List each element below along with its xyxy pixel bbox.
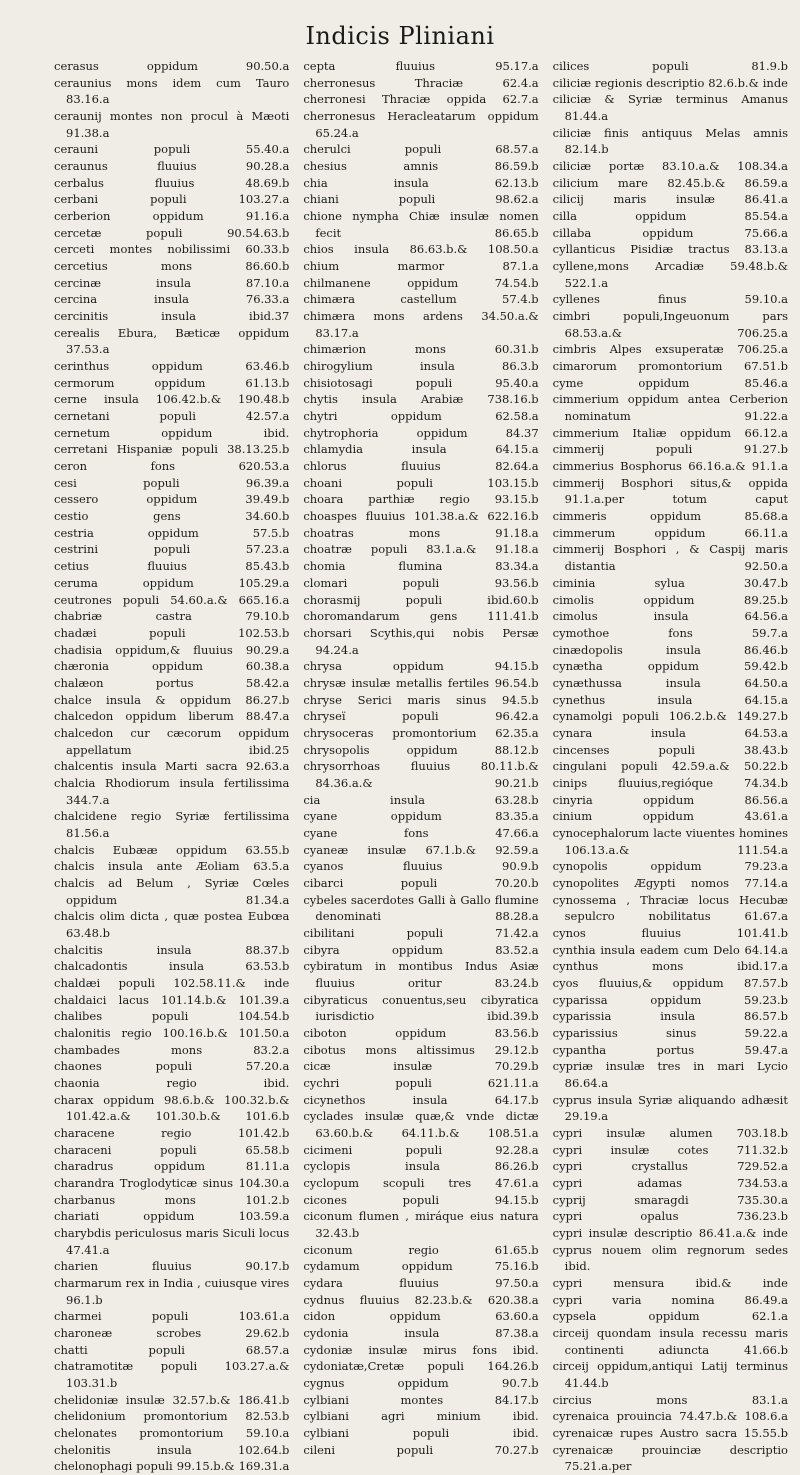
index-entry: cynopolites Ægypti nomos 77.14.a [552, 875, 788, 890]
index-entry: cimmerium oppidum antea Cerberion nominatum 91.22.a [552, 392, 788, 424]
index-entry: cimbri populi,Ingeuonum pars 68.53.a.& 706.25.a [552, 309, 788, 340]
index-entry: cesi populi 96.39.a [54, 475, 290, 490]
index-entry: chalce insula & oppidum 86.27.b [54, 692, 290, 707]
index-entry: cypri insulæ descriptio 86.41.a.& inde [552, 1226, 788, 1241]
index-entry: cerasus oppidum 90.50.a [54, 59, 290, 73]
index-entry: chelonitis insula 102.64.b [54, 1442, 290, 1457]
index-entry: chaldaici lacus 101.14.b.& 101.39.a [54, 992, 290, 1007]
index-entry: charybdis periculosus maris Siculi locus 47.41.a [54, 1226, 290, 1257]
index-entry: chia insula 62.13.b [303, 175, 539, 190]
index-entry: circius mons 83.1.a [552, 1392, 788, 1407]
index-entry: cylbiani populi ibid. [303, 1426, 539, 1441]
index-entry: chalcedon oppidum liberum 88.47.a [54, 709, 290, 724]
index-entry: chryse Serici maris sinus 94.5.b [303, 692, 539, 707]
index-entry: cydoniatæ,Cretæ populi 164.26.b [303, 1359, 539, 1374]
index-entry: cimmeris oppidum 85.68.a [552, 509, 788, 524]
index-entry: ciliciæ portæ 83.10.a.& 108.34.a [552, 159, 788, 174]
index-entry: cydara fluuius 97.50.a [303, 1276, 539, 1291]
index-entry: ciconum regio 61.65.b [303, 1242, 539, 1257]
index-entry: cinædopolis insula 86.46.b [552, 642, 788, 657]
index-entry: cydnus fluuius 82.23.b.& 620.38.a [303, 1292, 539, 1307]
index-entry: ceutrones populi 54.60.a.& 665.16.a [54, 592, 290, 607]
index-entry: cimmerij Bosphori situs,& oppida 91.1.a.per totum caput [552, 475, 788, 507]
index-entry: chaonia regio ibid. [54, 1075, 290, 1090]
index-entry: cicimeni populi 92.28.a [303, 1142, 539, 1157]
index-entry: chatti populi 68.57.a [54, 1342, 290, 1357]
index-entry: cidon oppidum 63.60.a [303, 1309, 539, 1324]
index-entry: chrysa oppidum 94.15.b [303, 659, 539, 674]
index-entry: cercina insula 76.33.a [54, 292, 290, 307]
index-entry: chalcis Eubææ oppidum 63.55.b [54, 842, 290, 857]
index-entry: cerne insula 106.42.b.& 190.48.b [54, 392, 290, 407]
index-entry: cerauni populi 55.40.a [54, 142, 290, 157]
index-entry: chalcadontis insula 63.53.b [54, 959, 290, 974]
index-entry: cypri opalus 736.23.b [552, 1209, 788, 1224]
index-entry: cybiratum in montibus Indus Asiæ fluuius oritur 83.24.b [303, 959, 539, 990]
index-entry: cydamum oppidum 75.16.b [303, 1259, 539, 1274]
index-entry: cerretani Hispaniæ populi 38.13.25.b [54, 442, 290, 457]
index-entry: chium marmor 87.1.a [303, 259, 539, 274]
index-entry: cilicij maris insulæ 86.41.a [552, 192, 788, 207]
index-entry: chimæra castellum 57.4.b [303, 292, 539, 307]
index-entry: cimmerum oppidum 66.11.a [552, 525, 788, 540]
index-entry: cercetius mons 86.60.b [54, 259, 290, 274]
index-entry: chalonitis regio 100.16.b.& 101.50.a [54, 1025, 290, 1040]
index-entry: cyme oppidum 85.46.a [552, 375, 788, 390]
index-entry: cileni populi 70.27.b [303, 1442, 539, 1457]
index-entry: cyprus insula Syriæ aliquando adhæsit 29.19.a [552, 1092, 788, 1124]
index-entry: cerinthus oppidum 63.46.b [54, 359, 290, 374]
index-entry: chelonophagi populi 99.15.b.& 169.31.a [54, 1459, 290, 1474]
index-entry: chimærion mons 60.31.b [303, 342, 539, 357]
index-entry: cyparissa oppidum 59.23.b [552, 992, 788, 1007]
index-entry: chalcis ad Belum , Syriæ Cœles oppidum 81.34.a [54, 875, 290, 907]
index-entry: cerbalus fluuius 48.69.b [54, 175, 290, 190]
index-entry: cingulani populi 42.59.a.& 50.22.b [552, 759, 788, 774]
index-entry: cimolus insula 64.56.a [552, 609, 788, 624]
index-entry: chatramotitæ populi 103.27.a.& 103.31.b [54, 1359, 290, 1391]
index-entry: cypri insulæ alumen 703.18.b [552, 1126, 788, 1140]
index-entry: cynæthussa insula 64.50.a [552, 675, 788, 690]
index-entry: cessero oppidum 39.49.b [54, 492, 290, 507]
index-entry: cherulci populi 68.57.a [303, 142, 539, 157]
index-entry: choara parthiæ regio 93.15.b [303, 492, 539, 507]
index-entry: chimæra mons ardens 34.50.a.& 83.17.a [303, 309, 539, 340]
index-entry: ciconum flumen , miráque eius natura 32.43.b [303, 1209, 539, 1241]
index-entry: cypri adamas 734.53.a [552, 1176, 788, 1191]
index-entry: cerbani populi 103.27.a [54, 192, 290, 207]
index-entry: cynætha oppidum 59.42.b [552, 659, 788, 674]
index-entry: cerceti montes nobilissimi 60.33.b [54, 242, 290, 257]
index-entry: chelidoniæ insulæ 32.57.b.& 186.41.b [54, 1392, 290, 1407]
index-entry: cyane fons 47.66.a [303, 825, 539, 840]
index-entry: chadæi populi 102.53.b [54, 625, 290, 640]
index-entry: cibilitani populi 71.42.a [303, 925, 539, 940]
index-entry: cepta fluuius 95.17.a [303, 59, 539, 73]
index-entry: chalibes populi 104.54.b [54, 1009, 290, 1024]
index-entry: cincenses populi 38.43.b [552, 742, 788, 757]
index-entry: cercinæ insula 87.10.a [54, 275, 290, 290]
index-entry: circeij quondam insula recessu maris continenti adiuncta 41.66.b [552, 1326, 788, 1357]
index-entry: chaldæi populi 102.58.11.& inde [54, 975, 290, 990]
index-entry: cillaba oppidum 75.66.a [552, 225, 788, 240]
index-entry: cyanos fluuius 90.9.b [303, 859, 539, 874]
index-entry: cernetum oppidum ibid. [54, 425, 290, 440]
index-entry: cinyria oppidum 86.56.a [552, 792, 788, 807]
index-entry: cerealis Ebura, Bæticæ oppidum 37.53.a [54, 325, 290, 357]
index-entry: cypriæ insulæ tres in mari Lycio 86.64.a [552, 1059, 788, 1090]
index-entry: cibyra oppidum 83.52.a [303, 942, 539, 957]
index-entry: charmei populi 103.61.a [54, 1309, 290, 1324]
index-entry: ciboton oppidum 83.56.b [303, 1025, 539, 1040]
index-entry: cynethus insula 64.15.a [552, 692, 788, 707]
index-entry: cibotus mons altissimus 29.12.b [303, 1042, 539, 1057]
index-entry: chytis insula Arabiæ 738.16.b [303, 392, 539, 407]
index-entry: chalcidene regio Syriæ fertilissima 81.56.a [54, 809, 290, 840]
index-entry: chrysæ insulæ metallis fertiles 96.54.b [303, 675, 539, 690]
index-entry: charandra Troglodyticæ sinus 104.30.a [54, 1176, 290, 1191]
index-entry: cydonia insula 87.38.a [303, 1326, 539, 1341]
index-entry: cylbiani montes 84.17.b [303, 1392, 539, 1407]
index-entry: chalcedon cur cæcorum oppidum appellatum ibid.25 [54, 725, 290, 757]
index-entry: charien fluuius 90.17.b [54, 1259, 290, 1274]
index-entry: cypri mensura ibid.& inde [552, 1276, 788, 1291]
index-entry: cestria oppidum 57.5.b [54, 525, 290, 540]
index-entry: characeni populi 65.58.b [54, 1142, 290, 1157]
index-entry: cyaneæ insulæ 67.1.b.& 92.59.a [303, 842, 539, 857]
index-entry: cyprij smaragdi 735.30.a [552, 1192, 788, 1207]
index-entry: ceruma oppidum 105.29.a [54, 575, 290, 590]
index-entry: charmarum rex in India , cuiusque vires 96.1.b [54, 1276, 290, 1307]
index-entry: choromandarum gens 111.41.b [303, 609, 539, 624]
index-entry: cia insula 63.28.b [303, 792, 539, 807]
index-entry: cerberion oppidum 91.16.a [54, 209, 290, 224]
index-entry: chelidonium promontorium 82.53.b [54, 1409, 290, 1424]
index-entry: circeij oppidum,antiqui Latij terminus 41.44.b [552, 1359, 788, 1391]
index-entry: choaspes fluuius 101.38.a.& 622.16.b [303, 509, 539, 524]
index-entry: cyllenes finus 59.10.a [552, 292, 788, 307]
index-entry: chariati oppidum 103.59.a [54, 1209, 290, 1224]
index-column-middle [303, 58, 539, 1457]
index-entry: cynopolis oppidum 79.23.a [552, 859, 788, 874]
index-entry: cyparissius sinus 59.22.a [552, 1025, 788, 1040]
index-entry: charax oppidum 98.6.b.& 100.32.b.& 101.42.a.& 101.30.b.& 101.6.b [54, 1092, 290, 1124]
index-entry: chambades mons 83.2.a [54, 1042, 290, 1057]
index-entry: chomia flumina 83.34.a [303, 559, 539, 574]
index-entry: charadrus oppidum 81.11.a [54, 1159, 290, 1174]
index-entry: cimarorum promontorium 67.51.b [552, 359, 788, 374]
index-entry: cypantha portus 59.47.a [552, 1042, 788, 1057]
index-entry: ciliciæ finis antiquus Melas amnis 82.14.b [552, 125, 788, 157]
index-entry: chalæon portus 58.42.a [54, 675, 290, 690]
index-entry: ciliciæ & Syriæ terminus Amanus 81.44.a [552, 92, 788, 124]
index-entry: chalcis olim dicta , quæ postea Eubœa 63.48.b [54, 909, 290, 940]
index-entry: cymothoe fons 59.7.a [552, 625, 788, 640]
index-entry: chabriæ castra 79.10.b [54, 609, 290, 624]
index-entry: chytrophoria oppidum 84.37 [303, 425, 539, 440]
index-entry: cercinitis insula ibid.37 [54, 309, 290, 324]
index-entry: chiani populi 98.62.a [303, 192, 539, 207]
index-entry: cestio gens 34.60.b [54, 509, 290, 524]
index-column-right [552, 58, 788, 1474]
index-entry: cherronesus Heracleatarum oppidum 65.24.a [303, 109, 539, 140]
index-entry: chalcia Rhodiorum insula fertilissima 344.7.a [54, 775, 290, 807]
index-entry: cynocephalorum lacte viuentes homines 106.13.a.& 111.54.a [552, 825, 788, 857]
index-entry: cimbris Alpes exsuperatæ 706.25.a [552, 342, 788, 357]
index-entry: cilices populi 81.9.b [552, 59, 788, 73]
index-entry: chione nympha Chiæ insulæ nomen fecit 86.65.b [303, 209, 539, 240]
index-entry: cetius fluuius 85.43.b [54, 559, 290, 574]
index-entry: cyrenaicæ prouinciæ descriptio 75.21.a.per [552, 1442, 788, 1474]
index-entry: chalcentis insula Marti sacra 92.63.a [54, 759, 290, 774]
index-entry: cercetæ populi 90.54.63.b [54, 225, 290, 240]
index-entry: cinium oppidum 43.61.a [552, 809, 788, 824]
index-entry: cyllanticus Pisidiæ tractus 83.13.a [552, 242, 788, 257]
index-entry: chadisia oppidum,& fluuius 90.29.a [54, 642, 290, 657]
index-entry: cibarci populi 70.20.b [303, 875, 539, 890]
index-entry: cilla oppidum 85.54.a [552, 209, 788, 224]
index-entry: cybeles sacerdotes Galli à Gallo flumine denominati 88.28.a [303, 892, 539, 924]
index-entry: chlamydia insula 64.15.a [303, 442, 539, 457]
index-entry: ciminia sylua 30.47.b [552, 575, 788, 590]
index-entry: cyos fluuius,& oppidum 87.57.b [552, 975, 788, 990]
index-entry: cestrini populi 57.23.a [54, 542, 290, 557]
index-entry: cyane oppidum 83.35.a [303, 809, 539, 824]
index-entry: ciliciæ regionis descriptio 82.6.b.& inde [552, 75, 788, 90]
index-entry: charbanus mons 101.2.b [54, 1192, 290, 1207]
index-entry: cherronesus Thraciæ 62.4.a [303, 75, 539, 90]
index-columns [54, 58, 788, 1474]
index-entry: cynthus mons ibid.17.a [552, 959, 788, 974]
index-entry: cychri populi 621.11.a [303, 1075, 539, 1090]
index-entry: cydoniæ insulæ mirus fons ibid. [303, 1342, 539, 1357]
index-entry: chios insula 86.63.b.& 108.50.a [303, 242, 539, 257]
index-entry: cimmerij Bosphori , & Caspij maris distantia 92.50.a [552, 542, 788, 574]
index-entry: ceraunius mons idem cum Tauro 83.16.a [54, 75, 290, 107]
index-entry: cilicium mare 82.45.b.& 86.59.a [552, 175, 788, 190]
index-entry: chryseï populi 96.42.a [303, 709, 539, 724]
index-entry: cimolis oppidum 89.25.b [552, 592, 788, 607]
index-entry: cimmerij populi 91.27.b [552, 442, 788, 457]
index-entry: choatræ populi 83.1.a.& 91.18.a [303, 542, 539, 557]
index-entry: cherronesi Thraciæ oppida 62.7.a [303, 92, 539, 107]
index-entry: chorsari Scythis,qui nobis Persæ 94.24.a [303, 625, 539, 657]
index-entry: chilmanene oppidum 74.54.b [303, 275, 539, 290]
index-entry: cyprus nouem olim regnorum sedes ibid. [552, 1242, 788, 1274]
index-entry: cyclades insulæ quæ,& vnde dictæ 63.60.b.& 64.11.b.& 108.51.a [303, 1109, 539, 1140]
index-entry: cyrenaica prouincia 74.47.b.& 108.6.a [552, 1409, 788, 1424]
index-entry: chalcitis insula 88.37.b [54, 942, 290, 957]
index-entry: chrysopolis oppidum 88.12.b [303, 742, 539, 757]
index-entry: cyrenaicæ rupes Austro sacra 15.55.b [552, 1426, 788, 1441]
index-entry: cypri varia nomina 86.49.a [552, 1292, 788, 1307]
index-entry: cylbiani agri minium ibid. [303, 1409, 539, 1424]
running-head: Indicis Pliniani [305, 22, 495, 50]
index-entry: chrysorrhoas fluuius 80.11.b.& 84.36.a.& 90.21.b [303, 759, 539, 790]
index-entry: characene regio 101.42.b [54, 1126, 290, 1140]
index-entry: chytri oppidum 62.58.a [303, 409, 539, 424]
index-entry: cynossema , Thraciæ locus Hecubæ sepulcro nobilitatus 61.67.a [552, 892, 788, 924]
index-entry: cynara insula 64.53.a [552, 725, 788, 740]
index-entry: cynthia insula eadem cum Delo 64.14.a [552, 942, 788, 957]
index-entry: chlorus fluuius 82.64.a [303, 459, 539, 474]
index-entry: clomari populi 93.56.b [303, 575, 539, 590]
index-entry: cyclopis insula 86.26.b [303, 1159, 539, 1174]
index-entry: ceron fons 620.53.a [54, 459, 290, 474]
index-entry: chrysoceras promontorium 62.35.a [303, 725, 539, 740]
index-entry: cygnus oppidum 90.7.b [303, 1376, 539, 1391]
index-entry: cynamolgi populi 106.2.b.& 149.27.b [552, 709, 788, 724]
index-entry: chalcis insula ante Æoliam 63.5.a [54, 859, 290, 874]
index-entry: cibyraticus conuentus,seu cibyratica iurisdictio ibid.39.b [303, 992, 539, 1024]
index-entry: cimmerium Italiæ oppidum 66.12.a [552, 425, 788, 440]
index-entry: ceraunus fluuius 90.28.a [54, 159, 290, 174]
index-entry: cyparissia insula 86.57.b [552, 1009, 788, 1024]
index-entry: cyllene,mons Arcadiæ 59.48.b.& 522.1.a [552, 259, 788, 290]
index-column-left [54, 58, 290, 1474]
index-entry: chæronia oppidum 60.38.a [54, 659, 290, 674]
index-entry: cicynethos insula 64.17.b [303, 1092, 539, 1107]
index-entry: cicæ insulæ 70.29.b [303, 1059, 539, 1074]
index-entry: chorasmij populi ibid.60.b [303, 592, 539, 607]
index-entry: cimmerius Bosphorus 66.16.a.& 91.1.a [552, 459, 788, 474]
index-entry: cicones populi 94.15.b [303, 1192, 539, 1207]
index-entry: chaones populi 57.20.a [54, 1059, 290, 1074]
index-entry: chisiotosagi populi 95.40.a [303, 375, 539, 390]
index-entry: cypri crystallus 729.52.a [552, 1159, 788, 1174]
index-entry: cypsela oppidum 62.1.a [552, 1309, 788, 1324]
index-entry: cernetani populi 42.57.a [54, 409, 290, 424]
index-entry: cynos fluuius 101.41.b [552, 925, 788, 940]
index-entry: chelonates promontorium 59.10.a [54, 1426, 290, 1441]
index-entry: cypri insulæ cotes 711.32.b [552, 1142, 788, 1157]
index-entry: cermorum oppidum 61.13.b [54, 375, 290, 390]
index-entry: charoneæ scrobes 29.62.b [54, 1326, 290, 1341]
index-entry: ceraunij montes non procul à Mæoti 91.38.a [54, 109, 290, 140]
index-entry: choani populi 103.15.b [303, 475, 539, 490]
index-entry: chesius amnis 86.59.b [303, 159, 539, 174]
index-entry: cinips fluuius,regióque 74.34.b [552, 775, 788, 790]
index-entry: choatras mons 91.18.a [303, 525, 539, 540]
index-entry: cyclopum scopuli tres 47.61.a [303, 1176, 539, 1191]
index-entry: chirogylium insula 86.3.b [303, 359, 539, 374]
